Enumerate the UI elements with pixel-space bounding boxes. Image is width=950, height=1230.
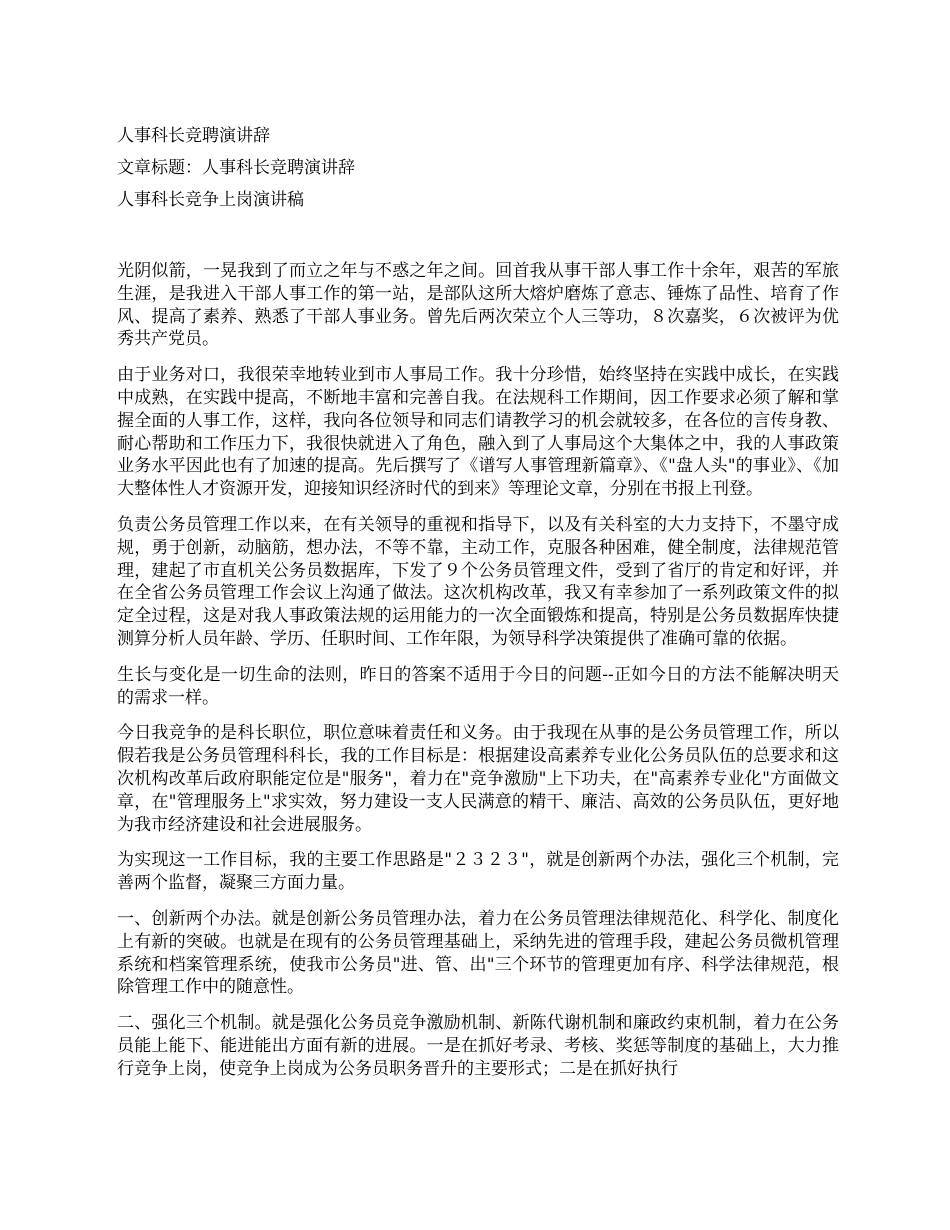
paragraph: 为实现这一工作目标，我的主要工作思路是"２３２３"，就是创新两个办法，强化三个机制，完善两个监督，凝聚三方面力量。 — [117, 850, 839, 894]
paragraph: 由于业务对口，我很荣幸地转业到市人事局工作。我十分珍惜，始终坚持在实践中成长，在实践中成熟，在实践中提高，不断地丰富和完善自我。在法规科工作期间，因工作要求必须了解和掌握全面的人事工作，这样，我向各位领导和同志们请教学习的机会就较多，在各位的言传身教、耐心帮助和工作压力下，我很快就进入了角色，融入到了人事局这个大集体之中，我的人事政策业务水平因此也有了加速的提高。先后撰写了《谱写人事管理新篇章》、《"盘人头"的事业》、《加大整体性人才资源开发，迎接知识经济时代的到来》等理论文章，分别在书报上刊登。 — [117, 365, 839, 500]
paragraph: 负责公务员管理工作以来，在有关领导的重视和指导下，以及有关科室的大力支持下，不墨守成规，勇于创新，动脑筋，想办法，不等不靠，主动工作，克服各种困难，健全制度，法律规范管理，建起了市直机关公务员数据库，下发了９个公务员管理文件，受到了省厅的肯定和好评，并在全省公务员管理工作会议上沟通了做法。这次机构改革，我又有幸参加了一系列政策文件的拟定全过程，这是对我人事政策法规的运用能力的一次全面锻炼和提高，特别是公务员数据库快捷测算分析人员年龄、学历、任职时间、工作年限，为领导科学决策提供了准确可靠的依据。 — [117, 514, 839, 649]
paragraph: 一、创新两个办法。就是创新公务员管理办法，着力在公务员管理法律规范化、科学化、制度化上有新的突破。也就是在现有的公务员管理基础上，采纳先进的管理手段，建起公务员微机管理系统和档案管理系统，使我市公务员"进、管、出"三个环节的管理更加有序、科学法律规范，根除管理工作中的随意性。 — [117, 908, 839, 998]
paragraph: 今日我竞争的是科长职位，职位意味着责任和义务。由于我现在从事的是公务员管理工作，所以假若我是公务员管理科科长，我的工作目标是：根据建设高素养专业化公务员队伍的总要求和这次机构改革后政府职能定位是"服务"，着力在"竞争激励"上下功夫，在"高素养专业化"方面做文章，在"管理服务上"求实效，努力建设一支人民满意的精干、廉洁、高效的公务员队伍，更好地为我市经济建设和社会进展服务。 — [117, 723, 839, 835]
article-title-line: 文章标题：人事科长竞聘演讲辞 — [117, 158, 355, 178]
paragraph: 二、强化三个机制。就是强化公务员竞争激励机制、新陈代谢机制和廉政约束机制，着力在公务员能上能下、能进能出方面有新的进展。一是在抓好考录、考核、奖惩等制度的基础上，大力推行竞争上岗，使竞争上岗成为公务员职务晋升的主要形式；二是在抓好执行 — [117, 1013, 839, 1079]
paragraph: 光阴似箭，一晃我到了而立之年与不惑之年之间。回首我从事干部人事工作十余年，艰苦的军旅生涯，是我进入干部人事工作的第一站，是部队这所大熔炉磨炼了意志、锤炼了品性、培育了作风、提高了素养、熟悉了干部人事业务。曾先后两次荣立个人三等功，８次嘉奖，６次被评为优秀共产党员。 — [117, 261, 839, 350]
document-page — [117, 124, 839, 1094]
paragraph: 生长与变化是一切生命的法则，昨日的答案不适用于今日的问题--正如今日的方法不能解决明天的需求一样。 — [117, 664, 839, 708]
document-subtitle: 人事科长竞争上岗演讲稿 — [117, 190, 304, 210]
heading-spacer — [117, 220, 839, 260]
document-title: 人事科长竞聘演讲辞 — [117, 126, 270, 146]
